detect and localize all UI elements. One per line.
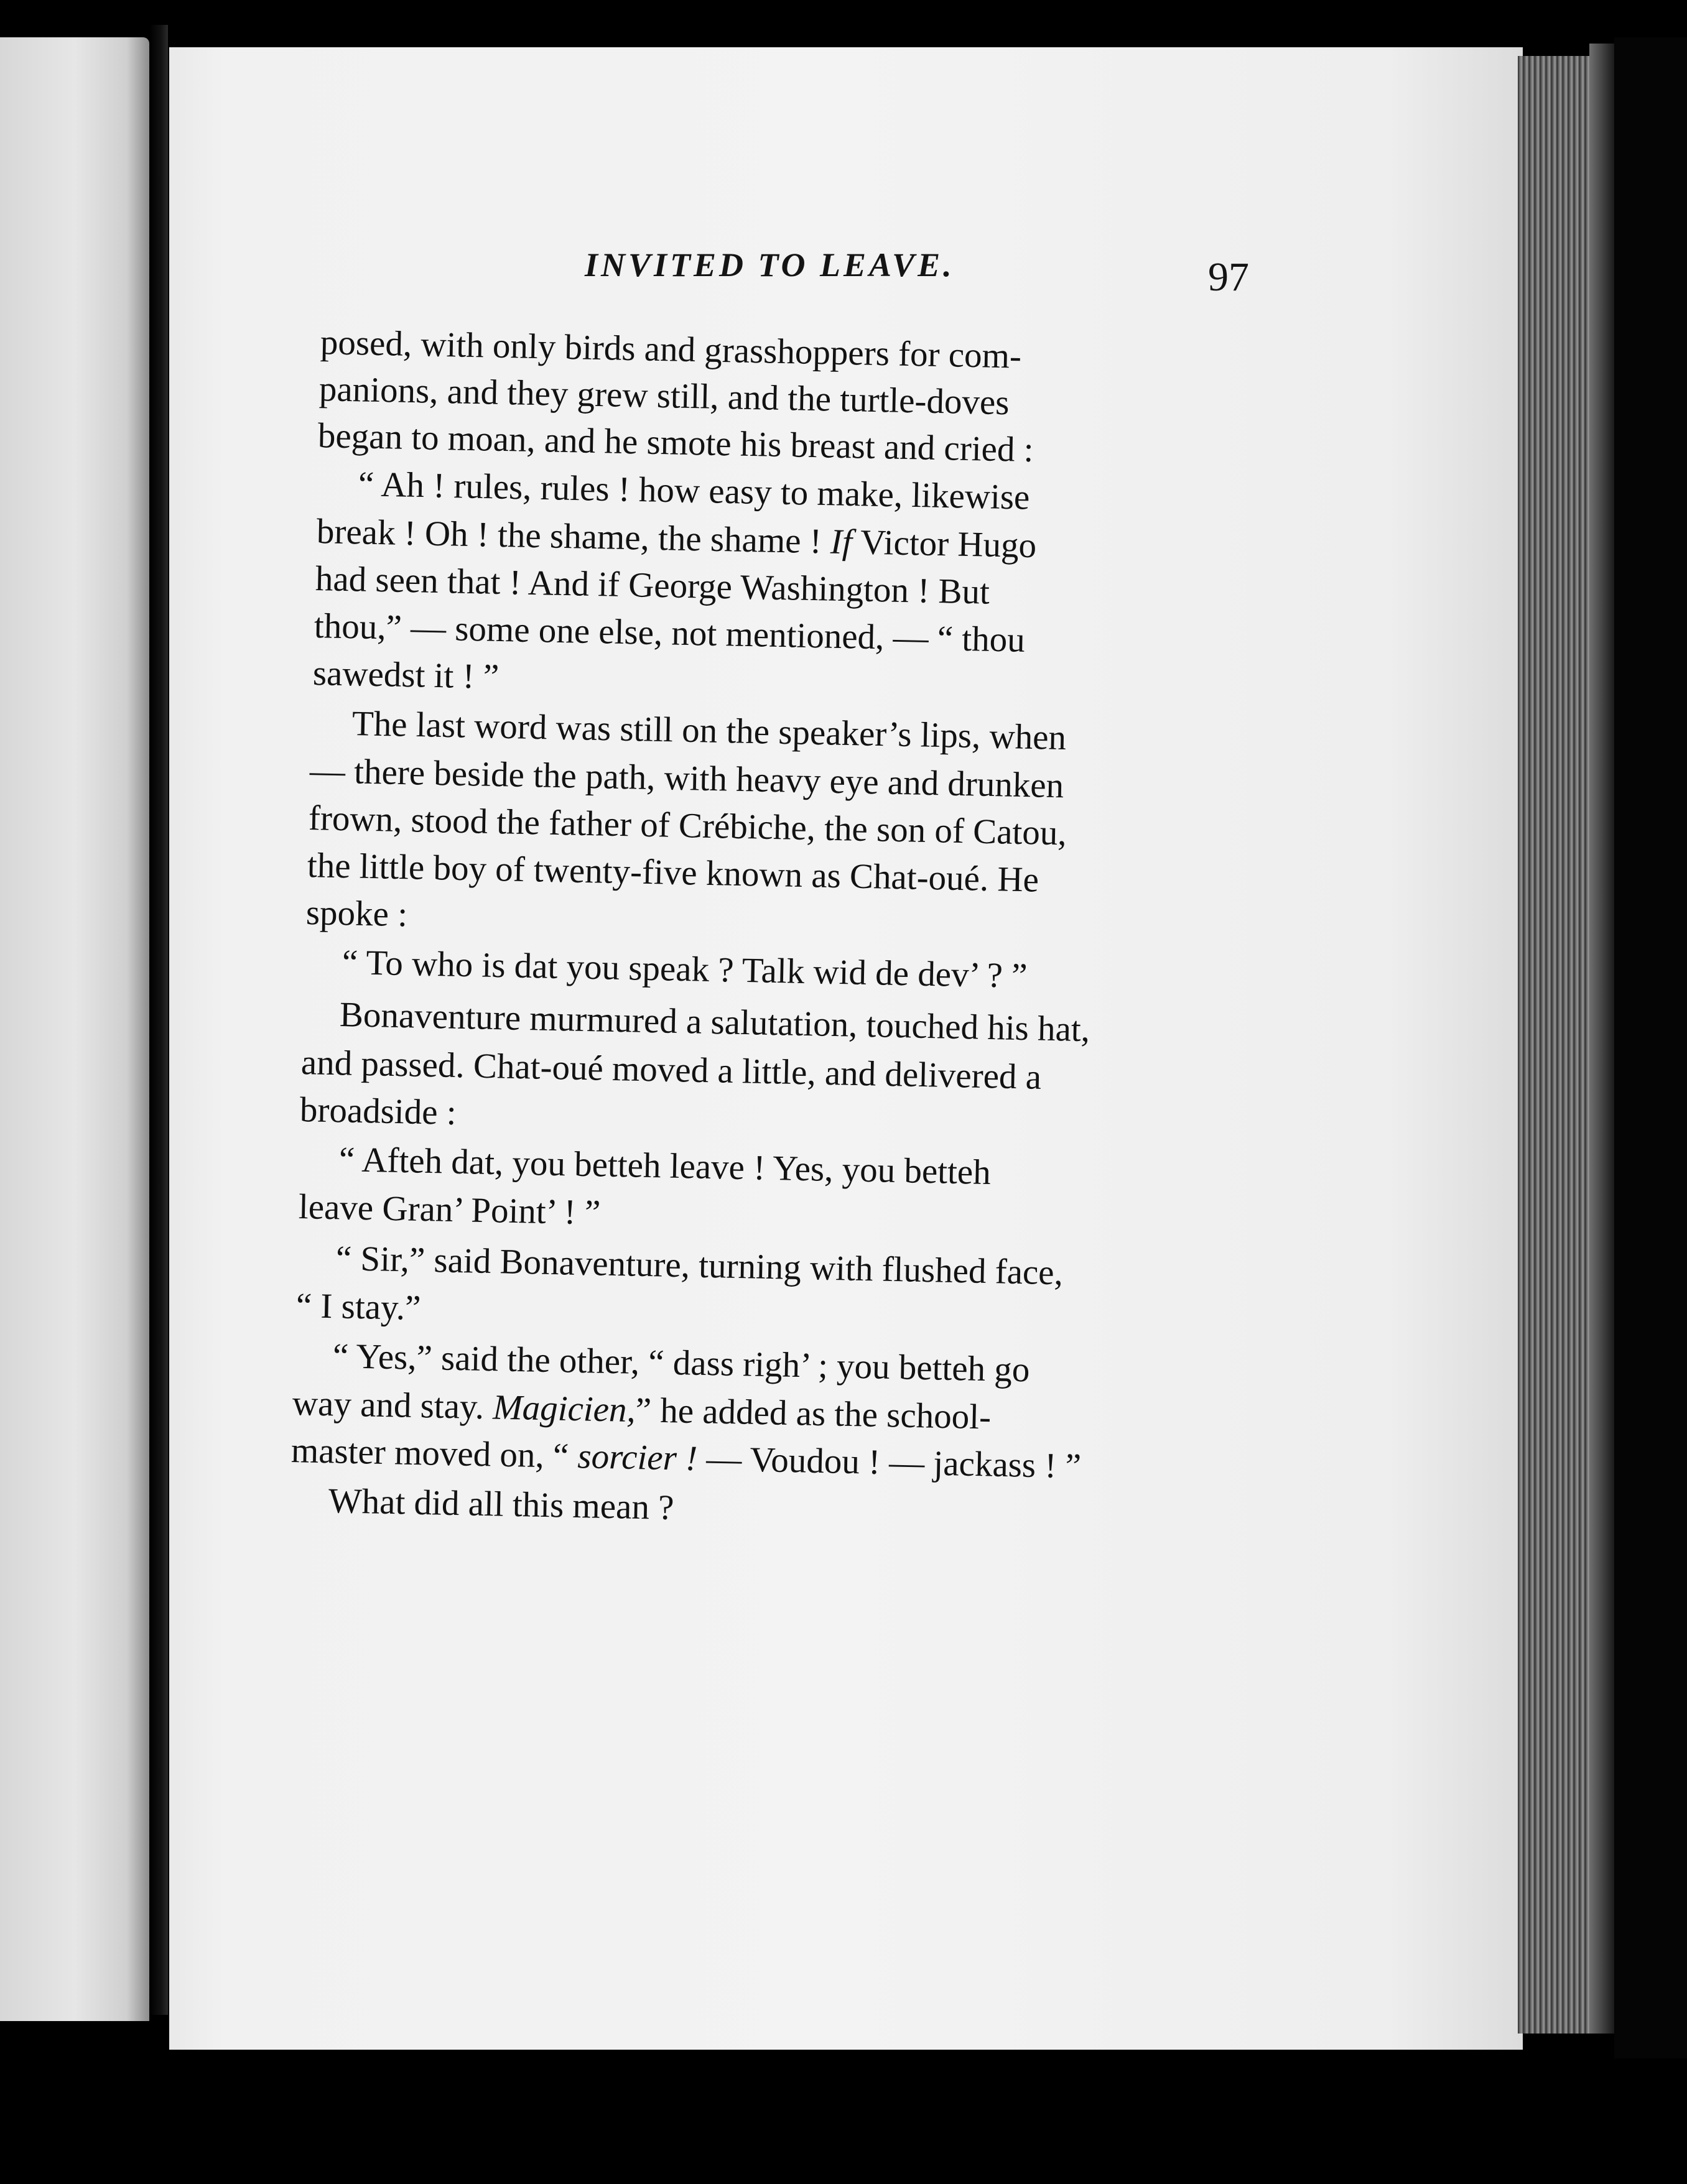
text-line: “ Sir,” said Bonaventure, turning with flushed face, <box>335 1239 1064 1293</box>
italic-text: Magicien, <box>492 1387 636 1430</box>
text-line: “ To who is dat you speak ? Talk wid de dev’ ? ” <box>342 943 1028 996</box>
text-run: way and stay. <box>292 1384 493 1427</box>
text-line: and passed. Chat-oué moved a little, and delivered a <box>300 1043 1042 1097</box>
text-run: break ! Oh ! the shame, the shame ! <box>316 512 831 562</box>
text-line: sawedst it ! ” <box>312 654 500 696</box>
background-right <box>1614 37 1687 2058</box>
text-run: — Voudou ! — jackass ! ” <box>697 1439 1082 1486</box>
text-line: the little boy of twenty-five known as Chat-oué. He <box>307 846 1039 900</box>
text-line: “ Afteh dat, you betteh leave ! Yes, you betteh <box>338 1140 992 1193</box>
left-page-edge <box>0 37 149 2021</box>
page-edges-stack <box>1518 56 1592 2034</box>
text-line: “ Ah ! rules, rules ! how easy to make, likewise <box>358 465 1030 517</box>
text-line: “ I stay.” <box>295 1286 422 1328</box>
text-line: began to moan, and he smote his breast and cried : <box>317 416 1034 470</box>
text-line: posed, with only birds and grasshoppers for com- <box>320 323 1022 376</box>
page-number: 97 <box>1208 254 1249 300</box>
text-line: broadside : <box>299 1090 457 1133</box>
text-line: thou,” — some one else, not mentioned, — “ thou <box>314 606 1026 660</box>
page-edges-outer <box>1589 44 1614 2034</box>
running-head: INVITED TO LEAVE. <box>585 246 955 284</box>
text-line: — there beside the path, with heavy eye and drunken <box>309 751 1064 806</box>
text-line: had seen that ! And if George Washington ! But <box>315 559 990 612</box>
text-line: frown, stood the father of Crébiche, the son of Catou, <box>308 798 1067 853</box>
text-line: panions, and they grew still, and the turtle-doves <box>318 369 1010 423</box>
text-line: Bonaventure murmured a salutation, touched his hat, <box>339 995 1090 1050</box>
text-line: spoke : <box>305 893 408 935</box>
text-run: master moved on, “ <box>290 1431 579 1476</box>
text-run: Victor Hugo <box>852 522 1037 566</box>
text-line: leave Gran’ Point’ ! ” <box>298 1187 601 1233</box>
italic-text: sorcier ! <box>577 1437 698 1479</box>
text-line: What did all this mean ? <box>328 1481 675 1528</box>
italic-text: If <box>830 522 853 562</box>
gutter-shadow <box>149 25 168 2015</box>
text-line: The last word was still on the speaker’s lips, when <box>351 704 1067 758</box>
text-line: “ Yes,” said the other, “ dass righ’ ; you betteh go <box>332 1336 1031 1390</box>
text-run: ” he added as the school- <box>635 1390 992 1437</box>
